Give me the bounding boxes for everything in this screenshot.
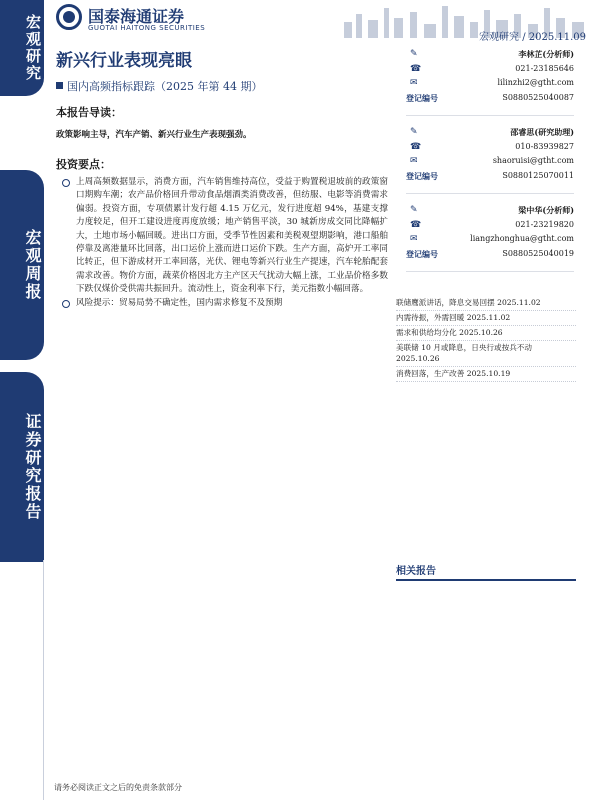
registration-number: S0880525040019 bbox=[502, 248, 574, 258]
analyst-phone: 021-23219820 bbox=[515, 219, 574, 229]
sidebar-mid-label: 宏观周报 bbox=[23, 229, 42, 301]
divider bbox=[406, 193, 574, 194]
square-bullet-icon bbox=[56, 82, 63, 89]
analyst-card bbox=[406, 204, 574, 278]
pen-icon: ✎ bbox=[410, 127, 418, 137]
analyst-email[interactable]: lilinzhi2@gtht.com bbox=[497, 78, 574, 87]
phone-icon: ☎ bbox=[410, 219, 422, 230]
registration-label: 登记编号 bbox=[406, 248, 438, 259]
analyst-email[interactable]: liangzhonghua@gtht.com bbox=[470, 234, 574, 243]
related-reports-heading: 相关报告 bbox=[396, 562, 576, 581]
analyst-panel bbox=[406, 48, 574, 282]
pen-icon: ✎ bbox=[410, 205, 418, 215]
list-item[interactable]: 联储鹰派讲话，降息交易回摆 2025.11.02 bbox=[396, 296, 576, 311]
report-category-date: 宏观研究 / 2025.11.09 bbox=[479, 32, 586, 43]
key-points-heading: 投资要点： bbox=[56, 158, 111, 171]
sidebar-top-label: 宏观研究 bbox=[24, 14, 42, 82]
guide-heading: 本报告导读： bbox=[56, 106, 122, 119]
analyst-name: 梁中华(分析师) bbox=[518, 205, 574, 215]
report-title: 新兴行业表现亮眼 bbox=[56, 51, 192, 71]
email-icon: ✉ bbox=[410, 156, 418, 166]
registration-label: 登记编号 bbox=[406, 92, 438, 103]
phone-icon: ☎ bbox=[410, 141, 422, 152]
subtitle-text: 国内高频指标跟踪（2025 年第 44 期） bbox=[67, 80, 263, 93]
divider bbox=[406, 271, 574, 272]
key-point: 上周高频数据显示，消费方面，汽车销售维持高位，受益于购置税退坡前的政策窗口期购车潮；农产品价格回升带动食品烟酒类消费改善，但纺服、电影等消费需求偏弱。投资方面，专项债累计发行超 4.15 万亿元，发行进度超 94%，基建支撑力度较足，但开工建设进度再度放缓；地产销售平淡，30 城新房成交同比降幅扩大，土地市场小幅回暖。进出口方面，受季节性因素和美税观望期影响，港口船舶停靠及离港量环比回落，出口运价上涨而进口运价下跌。生产方面，高炉开工率同比转正，但下游成材开工率回落，光伏、锂电等新兴行业生产提速，汽车轮胎配套需求改善。物价方面，蔬菜价格因北方主产区天气扰动大幅上涨，工业品价格多数下跌仅煤价受供需共振回升。流动性上，资金利率下行，美元指数小幅回落。 bbox=[60, 176, 388, 297]
divider bbox=[406, 115, 574, 116]
header bbox=[44, 0, 600, 43]
list-item[interactable]: 需求和供给均分化 2025.10.26 bbox=[396, 326, 576, 341]
registration-number: S0880125070011 bbox=[502, 170, 574, 180]
registration-number: S0880525040087 bbox=[502, 92, 574, 102]
guide-text: 政策影响主导，汽车产销、新兴行业生产表现强劲。 bbox=[56, 130, 252, 140]
logo-icon bbox=[56, 4, 82, 30]
logo-name: 国泰海通证券 bbox=[88, 7, 185, 26]
list-item[interactable]: 内需待振，外需回暖 2025.11.02 bbox=[396, 311, 576, 326]
list-item[interactable]: 消费回落，生产改善 2025.10.19 bbox=[396, 367, 576, 382]
email-icon: ✉ bbox=[410, 78, 418, 88]
report-subtitle bbox=[56, 78, 262, 94]
analyst-name: 邵睿思(研究助理) bbox=[510, 127, 574, 137]
email-icon: ✉ bbox=[410, 234, 418, 244]
analyst-card bbox=[406, 48, 574, 122]
registration-label: 登记编号 bbox=[406, 170, 438, 181]
recent-reports-list bbox=[396, 296, 576, 382]
list-item[interactable]: 美联储 10 月或降息，日央行或按兵不动 2025.10.26 bbox=[396, 341, 576, 367]
key-points-list bbox=[60, 176, 388, 310]
analyst-name: 李林芷(分析师) bbox=[518, 49, 574, 59]
key-point-risk: 风险提示：贸易局势不确定性，国内需求修复不及预期 bbox=[60, 297, 388, 310]
sidebar-divider bbox=[43, 560, 44, 800]
sidebar-bottom-label: 证券研究报告 bbox=[23, 413, 42, 521]
logo-english-name: GUOTAI HAITONG SECURITIES bbox=[88, 24, 206, 32]
pen-icon: ✎ bbox=[410, 49, 418, 59]
analyst-phone: 010-83939827 bbox=[515, 141, 574, 151]
analyst-phone: 021-23185646 bbox=[515, 63, 574, 73]
phone-icon: ☎ bbox=[410, 63, 422, 74]
analyst-email[interactable]: shaoruisi@gtht.com bbox=[492, 156, 574, 165]
analyst-card bbox=[406, 126, 574, 200]
disclaimer-note: 请务必阅读正文之后的免责条款部分 bbox=[54, 783, 182, 792]
